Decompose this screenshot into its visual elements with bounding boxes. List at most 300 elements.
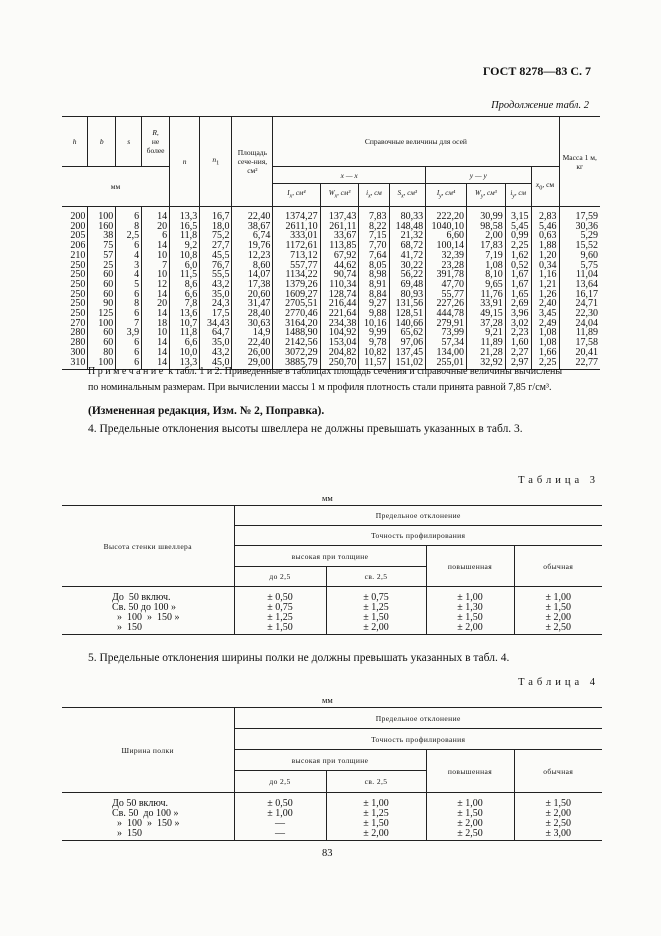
table-cell: 1379,26 [273, 280, 320, 290]
table-cell: 5,45 [505, 222, 531, 232]
table-row [62, 623, 602, 635]
table-cell: 104,92 [320, 328, 359, 338]
table-cell: 2,49 [531, 319, 559, 329]
table-cell: 1040,10 [426, 222, 467, 232]
table-cell: 3,45 [531, 309, 559, 319]
table-row [62, 587, 602, 604]
table-cell: 9,27 [359, 299, 389, 309]
col-iy-radius: $i_y$, см [505, 184, 531, 207]
table-cell: 1374,27 [273, 207, 320, 222]
table-cell: 14 [142, 290, 170, 300]
table-cell: 7 [116, 319, 142, 329]
table-cell: 14 [142, 241, 170, 251]
table-cell: 45,5 [200, 251, 232, 261]
table-cell: 13,6 [170, 309, 200, 319]
table-cell: Св. 50 до 100 » [62, 809, 234, 819]
table-cell: 80,33 [389, 207, 426, 222]
table-cell: 222,20 [426, 207, 467, 222]
table-cell: 27,7 [200, 241, 232, 251]
table-cell: 60 [88, 280, 116, 290]
table-continuation-caption: Продолжение табл. 2 [491, 100, 589, 111]
paragraph-4: 4. Предельные отклонения высоты швеллера не должны превышать указанных в табл. 3. [88, 423, 523, 435]
table-cell: ± 3,00 [514, 829, 602, 841]
table-cell: 3 [116, 261, 142, 271]
table-cell: 2,83 [531, 207, 559, 222]
table-cell: 2770,46 [273, 309, 320, 319]
table-cell: 0,34 [531, 261, 559, 271]
table-cell: » 150 [62, 623, 234, 635]
table-cell: 11,8 [170, 231, 200, 241]
table-cell: 0,52 [505, 261, 531, 271]
table-cell: 1,66 [531, 348, 559, 358]
table-cell: 28,40 [232, 309, 273, 319]
table-cell: 98,58 [466, 222, 505, 232]
table-cell: 31,47 [232, 299, 273, 309]
increased-precision-header: повышенная [426, 750, 514, 793]
table-cell: 6,6 [170, 338, 200, 348]
table-cell: 1,16 [531, 270, 559, 280]
table-cell: 250 [62, 280, 88, 290]
table-cell: 35,0 [200, 290, 232, 300]
table-cell: 204,82 [320, 348, 359, 358]
table-cell: 3,15 [505, 207, 531, 222]
table-cell: 2705,51 [273, 299, 320, 309]
table-cell: ± 1,50 [326, 819, 426, 829]
table-cell: 17,38 [232, 280, 273, 290]
table-cell: 557,77 [273, 261, 320, 271]
table-cell: 15,52 [559, 241, 600, 251]
table-cell: 29,00 [232, 358, 273, 370]
table-cell: ± 1,50 [514, 793, 602, 810]
paragraph-5: 5. Предельные отклонения ширины полки не должны превышать указанных в табл. 4. [88, 652, 510, 664]
table-cell: 9,99 [359, 328, 389, 338]
col-wy: $W_y$, см³ [466, 184, 505, 207]
precision-header: Точность профилирования [234, 729, 602, 750]
table-cell: 33,91 [466, 299, 505, 309]
table-cell: — [234, 829, 326, 841]
table-4-label: Таблица 4 [518, 677, 599, 688]
table-cell: 14 [142, 338, 170, 348]
table-cell: 20 [142, 299, 170, 309]
table-cell: 16,7 [200, 207, 232, 222]
table-cell: Св. 50 до 100 » [62, 603, 234, 613]
table-cell: 1,88 [531, 241, 559, 251]
table-cell: 4 [116, 270, 142, 280]
table-cell: ± 2,50 [426, 829, 514, 841]
table-cell: ± 1,50 [326, 613, 426, 623]
table-cell: 12 [142, 280, 170, 290]
table-cell: 140,66 [389, 319, 426, 329]
table-cell: 151,02 [389, 358, 426, 370]
table-cell: 17,83 [466, 241, 505, 251]
table-cell: 2611,10 [273, 222, 320, 232]
table-cell: 30,22 [389, 261, 426, 271]
table-cell: 9,88 [359, 309, 389, 319]
table-cell: 80 [88, 348, 116, 358]
table-cell: ± 0,75 [326, 587, 426, 604]
table-cell: 113,85 [320, 241, 359, 251]
col-mm: мм [62, 167, 170, 207]
table-cell: 6,74 [232, 231, 273, 241]
table-cell: 90 [88, 299, 116, 309]
table-cell: 75 [88, 241, 116, 251]
table-cell: 57 [88, 251, 116, 261]
axis-y-header: y — y [426, 167, 531, 184]
table-cell: 20 [142, 222, 170, 232]
table-cell: 200 [62, 207, 88, 222]
col-r: R, не более [142, 117, 170, 167]
limit-deviation-header: Предельное отклонение [234, 506, 602, 526]
dimension-header: Высота стенки швеллера [62, 506, 234, 587]
table-cell: 8 [116, 299, 142, 309]
table-cell: 10,8 [170, 251, 200, 261]
table-cell: 227,26 [426, 299, 467, 309]
table-cell: 32,39 [426, 251, 467, 261]
table-cell: 90,74 [320, 270, 359, 280]
table-cell: ± 2,50 [514, 819, 602, 829]
increased-precision-header: повышенная [426, 546, 514, 587]
table-cell: 2,5 [116, 231, 142, 241]
table-cell: 10,0 [170, 348, 200, 358]
table-cell: 7,70 [359, 241, 389, 251]
table-cell: 3,9 [116, 328, 142, 338]
table-cell: 2,23 [505, 328, 531, 338]
table-cell: 10,82 [359, 348, 389, 358]
table-cell: 1134,22 [273, 270, 320, 280]
table-cell: 8,22 [359, 222, 389, 232]
thickness-over-header: св. 2,5 [326, 771, 426, 793]
table-cell: 47,70 [426, 280, 467, 290]
table-cell: 250 [62, 299, 88, 309]
col-iy-moment: $I_y$, см⁴ [426, 184, 467, 207]
high-precision-header: высокая при толщине [234, 750, 426, 771]
col-mass: Масса 1 м, кг [559, 117, 600, 207]
table-cell: 1,20 [531, 251, 559, 261]
table-cell: 8,60 [232, 261, 273, 271]
table-cell: 56,22 [389, 270, 426, 280]
table-cell: 11,89 [466, 338, 505, 348]
table-row [62, 829, 602, 841]
table-cell: 3885,79 [273, 358, 320, 370]
table-cell: 57,34 [426, 338, 467, 348]
document-code: ГОСТ 8278—83 С. 7 [482, 64, 591, 78]
table-cell: 279,91 [426, 319, 467, 329]
table-cell: ± 2,00 [426, 623, 514, 635]
table-cell: 6 [116, 241, 142, 251]
table-cell: » 150 [62, 829, 234, 841]
table-cell: ± 1,50 [426, 613, 514, 623]
table-cell: 60 [88, 338, 116, 348]
table-cell: — [234, 819, 326, 829]
table-cell: 76,7 [200, 261, 232, 271]
table-cell: 148,48 [389, 222, 426, 232]
table-cell: 1172,61 [273, 241, 320, 251]
table-cell: 1,65 [505, 290, 531, 300]
ordinary-precision-header: обычная [514, 546, 602, 587]
table-cell: 2,69 [505, 299, 531, 309]
table-cell: 8,98 [359, 270, 389, 280]
table-cell: 26,00 [232, 348, 273, 358]
table-cell: 1,21 [531, 280, 559, 290]
table-cell: 21,28 [466, 348, 505, 358]
table-cell: 6 [142, 231, 170, 241]
table-cell: 221,64 [320, 309, 359, 319]
table-cell: ± 1,00 [514, 587, 602, 604]
table-cell: 100,14 [426, 241, 467, 251]
table-cell: 21,32 [389, 231, 426, 241]
table-cell: 6 [116, 309, 142, 319]
table-cell: 16,5 [170, 222, 200, 232]
table-cell: 444,78 [426, 309, 467, 319]
table-cell: 34,43 [200, 319, 232, 329]
table-cell: 75,2 [200, 231, 232, 241]
table-cell: 9,60 [559, 251, 600, 261]
table-cell: 100 [88, 319, 116, 329]
table-cell: 17,59 [559, 207, 600, 222]
table-cell: 8,05 [359, 261, 389, 271]
table-row [62, 793, 602, 810]
ordinary-precision-header: обычная [514, 750, 602, 793]
table-cell: 137,43 [320, 207, 359, 222]
table-cell: ± 0,50 [234, 793, 326, 810]
table-row [62, 207, 600, 222]
table-cell: 2142,56 [273, 338, 320, 348]
col-x0: $x_0$, см [531, 167, 559, 207]
table-cell: 137,45 [389, 348, 426, 358]
table-cell: » 100 » 150 » [62, 819, 234, 829]
table-cell: 10 [142, 270, 170, 280]
table-cell: 65,62 [389, 328, 426, 338]
table-cell: 17,5 [200, 309, 232, 319]
table-cell: 10,7 [170, 319, 200, 329]
table-cell: 18 [142, 319, 170, 329]
table-cell: 160 [88, 222, 116, 232]
table-cell: 206 [62, 241, 88, 251]
table-cell: ± 1,00 [426, 587, 514, 604]
table-cell: 250 [62, 309, 88, 319]
axis-x-header: x — x [273, 167, 426, 184]
table-cell: 30,99 [466, 207, 505, 222]
table-cell: 14 [142, 358, 170, 370]
table-cell: 43,2 [200, 280, 232, 290]
table-cell: 5,75 [559, 261, 600, 271]
col-area: Площадь сече-ния, см² [232, 117, 273, 207]
table-cell: 6 [116, 207, 142, 222]
table-cell: 2,27 [505, 348, 531, 358]
table-cell: 7,19 [466, 251, 505, 261]
table-cell: 280 [62, 338, 88, 348]
table-cell: 250 [62, 261, 88, 271]
table-cell: » 100 » 150 » [62, 613, 234, 623]
table-cell: 8,6 [170, 280, 200, 290]
table-cell: 5,29 [559, 231, 600, 241]
table-cell: 11,76 [466, 290, 505, 300]
table-cell: ± 1,00 [426, 793, 514, 810]
table-cell: 11,8 [170, 328, 200, 338]
table-cell: 100 [88, 358, 116, 370]
table-cell: 55,5 [200, 270, 232, 280]
table-cell: ± 1,25 [326, 809, 426, 819]
table-cell: 10 [142, 328, 170, 338]
table-cell: 2,40 [531, 299, 559, 309]
table-cell: 1,62 [505, 251, 531, 261]
table-cell: 22,40 [232, 207, 273, 222]
thickness-up-to-header: до 2,5 [234, 567, 326, 587]
table-row [62, 613, 602, 623]
table-cell: 24,3 [200, 299, 232, 309]
table-cell: 14 [142, 348, 170, 358]
table-cell: 41,72 [389, 251, 426, 261]
table-cell: 24,04 [559, 319, 600, 329]
table-cell: 11,89 [559, 328, 600, 338]
table-cell: 391,78 [426, 270, 467, 280]
table-cell: 1,08 [531, 338, 559, 348]
table-cell: 3164,20 [273, 319, 320, 329]
table-cell: 80,93 [389, 290, 426, 300]
thickness-over-header: св. 2,5 [326, 567, 426, 587]
table-cell: ± 1,50 [426, 809, 514, 819]
table-cell: 9,65 [466, 280, 505, 290]
table-cell: ± 2,00 [514, 809, 602, 819]
table-cell: 280 [62, 328, 88, 338]
table-cell: 8,91 [359, 280, 389, 290]
table-3-label: Таблица 3 [518, 475, 599, 486]
limit-deviation-header: Предельное отклонение [234, 708, 602, 729]
table-cell: 44,62 [320, 261, 359, 271]
table-cell: 0,63 [531, 231, 559, 241]
table-cell: 43,2 [200, 348, 232, 358]
table-cell: 73,99 [426, 328, 467, 338]
table-cell: 1,08 [531, 328, 559, 338]
table-cell: 3072,29 [273, 348, 320, 358]
table-cell: 55,77 [426, 290, 467, 300]
table-cell: ± 1,25 [234, 613, 326, 623]
table-cell: 333,01 [273, 231, 320, 241]
table-cell: 250 [62, 270, 88, 280]
table-cell: 9,2 [170, 241, 200, 251]
table-cell: 250 [62, 290, 88, 300]
table-cell: 8,84 [359, 290, 389, 300]
table-cell: 1,67 [505, 270, 531, 280]
table-cell: 255,01 [426, 358, 467, 370]
table-cell: 23,28 [426, 261, 467, 271]
table-cell: ± 1,50 [234, 623, 326, 635]
table-cell: 11,5 [170, 270, 200, 280]
table-cell: ± 2,00 [426, 819, 514, 829]
table-cell: 60 [88, 290, 116, 300]
table-cell: 1,08 [466, 261, 505, 271]
table-cell: 128,51 [389, 309, 426, 319]
table-cell: 45,0 [200, 358, 232, 370]
table-cell: 100 [88, 207, 116, 222]
table-cell: 1609,27 [273, 290, 320, 300]
table-cell: 6 [116, 358, 142, 370]
table-cell: 11,57 [359, 358, 389, 370]
table-cell: 12,23 [232, 251, 273, 261]
table-cell: 153,04 [320, 338, 359, 348]
table-cell: 134,00 [426, 348, 467, 358]
height-tolerance-table [62, 505, 602, 635]
table-cell: 125 [88, 309, 116, 319]
table-cell: 24,71 [559, 299, 600, 309]
table-cell: ± 1,30 [426, 603, 514, 613]
table-cell: 14 [142, 309, 170, 319]
table-cell: 38 [88, 231, 116, 241]
table-cell: 22,30 [559, 309, 600, 319]
table-cell: ± 2,00 [326, 829, 426, 841]
table-cell: 68,72 [389, 241, 426, 251]
table-cell: 2,25 [531, 358, 559, 370]
table-cell: 11,04 [559, 270, 600, 280]
high-precision-header: высокая при толщине [234, 546, 426, 567]
table-cell: 17,58 [559, 338, 600, 348]
table-cell: 7,64 [359, 251, 389, 261]
table-cell: ± 1,00 [234, 809, 326, 819]
table-note: Примечание к табл. 1 и 2. Приведенные в таблицах площадь сечения и справочные величины вычислены по номинальным размерам. При вычислении массы 1 м профиля плотность стали принята равной 7,85 г/см³. [88, 366, 563, 393]
table-cell: 14,07 [232, 270, 273, 280]
profile-properties-table [62, 116, 600, 370]
table-cell: 713,12 [273, 251, 320, 261]
table-cell: 60 [88, 328, 116, 338]
dimension-header: Ширина полки [62, 708, 234, 793]
table-cell: 13,3 [170, 358, 200, 370]
table-cell: 13,64 [559, 280, 600, 290]
table-cell: 8 [116, 222, 142, 232]
table-cell: 9,21 [466, 328, 505, 338]
col-n1: $n_1$ [200, 117, 232, 207]
col-sx: $S_x$, см³ [389, 184, 426, 207]
col-wx: $W_x$, см³ [320, 184, 359, 207]
table-4-unit: мм [322, 695, 333, 705]
table-cell: 3,96 [505, 309, 531, 319]
table-cell: 2,25 [505, 241, 531, 251]
table-cell: ± 1,00 [326, 793, 426, 810]
table-cell: 7,83 [359, 207, 389, 222]
table-cell: 300 [62, 348, 88, 358]
thickness-up-to-header: до 2,5 [234, 771, 326, 793]
table-cell: ± 1,25 [326, 603, 426, 613]
table-cell: 6,0 [170, 261, 200, 271]
table-cell: 6 [116, 290, 142, 300]
col-s: s [116, 117, 142, 167]
table-cell: 38,67 [232, 222, 273, 232]
table-cell: 250,70 [320, 358, 359, 370]
table-3-unit: мм [322, 493, 333, 503]
table-cell: 6 [116, 348, 142, 358]
table-cell: 32,92 [466, 358, 505, 370]
table-cell: 6 [116, 338, 142, 348]
table-cell: ± 2,50 [514, 623, 602, 635]
table-cell: 19,76 [232, 241, 273, 251]
table-cell: 5,46 [531, 222, 559, 232]
table-cell: 30,63 [232, 319, 273, 329]
table-cell: 6,6 [170, 290, 200, 300]
table-cell: 13,3 [170, 207, 200, 222]
table-cell: 10,16 [359, 319, 389, 329]
table-cell: 128,74 [320, 290, 359, 300]
precision-header: Точность профилирования [234, 526, 602, 546]
width-tolerance-table [62, 707, 602, 841]
table-cell: 37,28 [466, 319, 505, 329]
table-cell: 35,0 [200, 338, 232, 348]
table-cell: 97,06 [389, 338, 426, 348]
table-cell: 2,97 [505, 358, 531, 370]
table-cell: До 50 включ. [62, 793, 234, 810]
table-cell: 261,11 [320, 222, 359, 232]
table-cell: 270 [62, 319, 88, 329]
table-cell: 1,26 [531, 290, 559, 300]
table-cell: 69,48 [389, 280, 426, 290]
